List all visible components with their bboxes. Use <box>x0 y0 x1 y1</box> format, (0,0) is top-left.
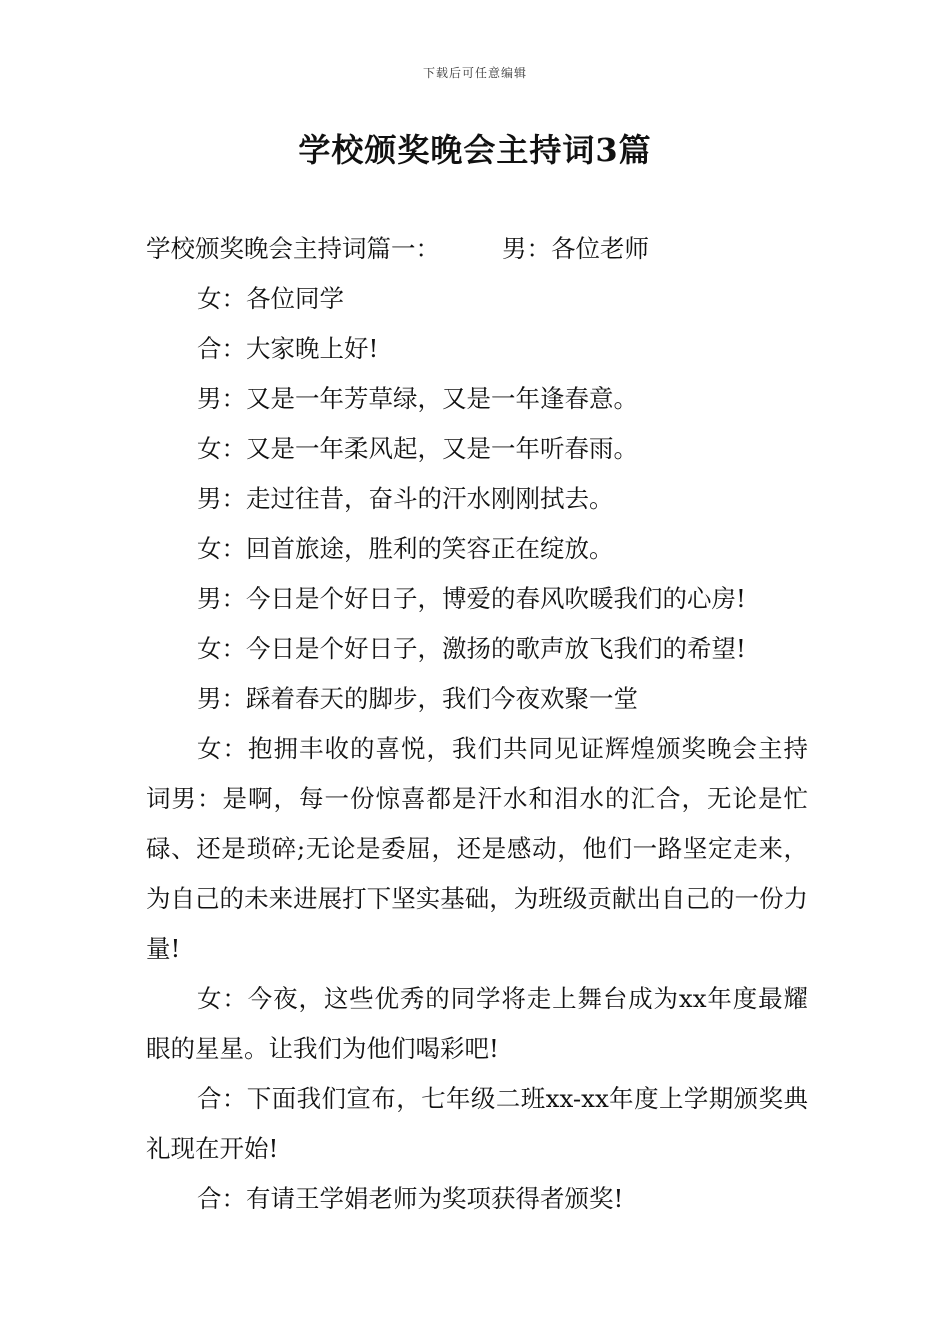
paragraph: 男：走过往昔，奋斗的汗水刚刚拭去。 <box>197 484 614 513</box>
document-title: 学校颁奖晚会主持词3篇 <box>298 131 652 169</box>
paragraph: 男：踩着春天的脚步，我们今夜欢聚一堂 <box>197 684 638 713</box>
section-label: 学校颁奖晚会主持词篇一： <box>146 234 440 263</box>
document-body <box>146 224 808 1224</box>
paragraph: 女：各位同学 <box>197 284 344 313</box>
first-line <box>146 224 808 274</box>
paragraph: 合：下面我们宣布，七年级二班xx-xx年度上学期颁奖典礼现在开始! <box>146 1084 808 1163</box>
paragraph: 女：今日是个好日子，激扬的歌声放飞我们的希望! <box>197 634 746 663</box>
paragraph: 女：抱拥丰收的喜悦，我们共同见证辉煌颁奖晚会主持词男：是啊，每一份惊喜都是汗水和泪水的汇合，无论是忙碌、还是琐碎;无论是委屈，还是感动，他们一路坚定走来，为自己的未来进展打下坚实基础，为班级贡献出自己的一份力量! <box>146 734 808 963</box>
paragraph: 女：又是一年柔风起，又是一年听春雨。 <box>197 434 638 463</box>
header-note: 下载后可任意编辑 <box>422 66 527 80</box>
paragraph: 男：又是一年芳草绿，又是一年逢春意。 <box>197 384 638 413</box>
first-speech: 男：各位老师 <box>502 234 649 263</box>
paragraph: 女：今夜，这些优秀的同学将走上舞台成为xx年度最耀眼的星星。让我们为他们喝彩吧! <box>146 984 808 1063</box>
paragraph: 合：有请王学娟老师为奖项获得者颁奖! <box>197 1184 624 1213</box>
paragraph: 女：回首旅途，胜利的笑容正在绽放。 <box>197 534 614 563</box>
paragraph: 合：大家晚上好! <box>197 334 379 363</box>
paragraph: 男：今日是个好日子，博爱的春风吹暖我们的心房! <box>197 584 746 613</box>
